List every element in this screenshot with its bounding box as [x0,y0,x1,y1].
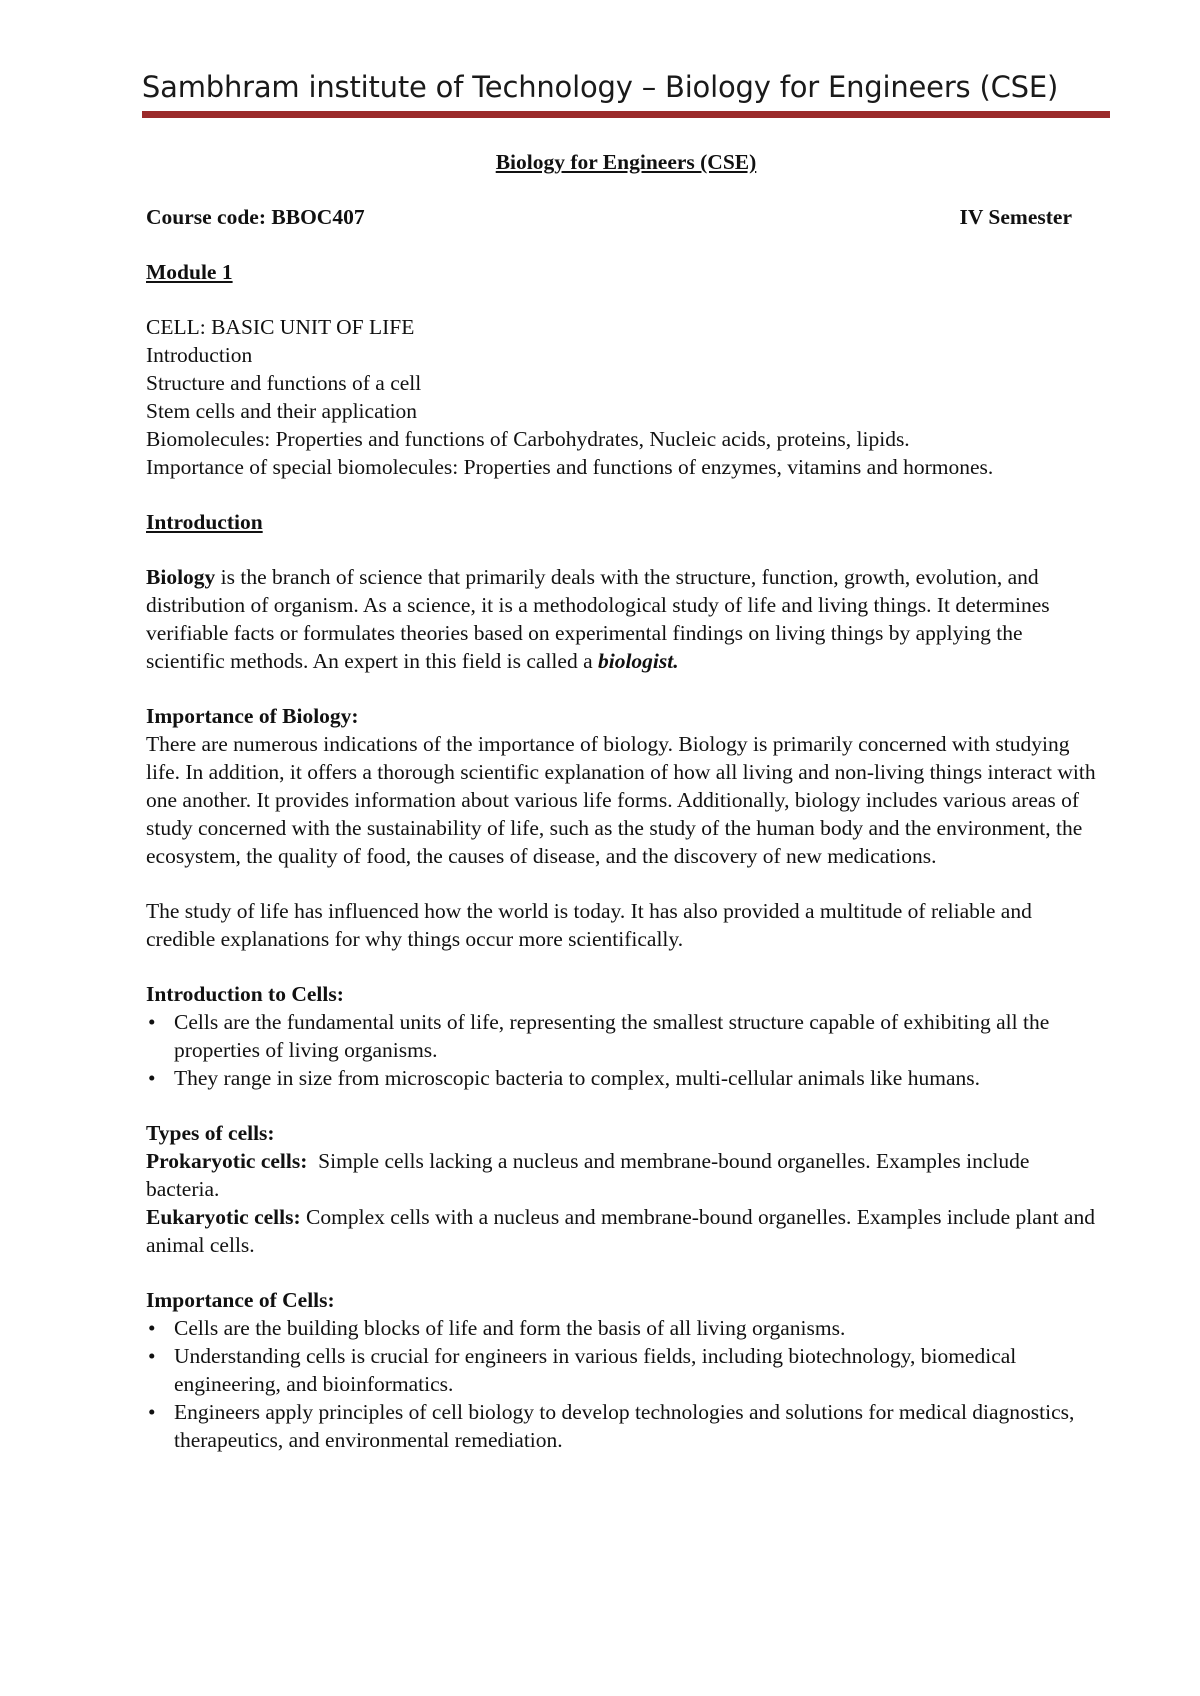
document-body [146,148,1106,1454]
importance-biology-section [146,702,1106,870]
course-info-row [146,203,1106,231]
introduction-text: is the branch of science that primarily deals with the structure, function, growth, evolution, and distribution of organism. As a science, it is a methodological study of life and living things. It determines verifiable facts or formulates theories based on experimental findings on living things by applying the scientific methods. An expert in this field is called a [146,565,1050,673]
eukaryotic-definition [146,1203,1106,1259]
running-header: Sambhram institute of Technology – Biology for Engineers (CSE) [141,70,1059,104]
importance-cells-heading: Importance of Cells: [146,1288,335,1312]
importance-cells-section [146,1286,1106,1454]
intro-cells-heading: Introduction to Cells: [146,982,344,1006]
importance-biology-heading: Importance of Biology: [146,704,359,728]
prokaryotic-label: Prokaryotic cells: [146,1149,308,1173]
topic-item: Introduction [146,343,253,367]
prokaryotic-text: Simple cells lacking a nucleus and membrane-bound organelles. Examples include bacteria. [146,1149,1035,1201]
list-item: • Understanding cells is crucial for engineers in various fields, including biotechnology, biomedical engineering, and bioinformatics. [146,1342,1106,1398]
topic-heading: CELL: BASIC UNIT OF LIFE [146,315,415,339]
topic-list [146,313,1106,481]
biologist-term: biologist. [597,649,679,673]
prokaryotic-definition [146,1147,1106,1203]
header-rule [142,111,1110,118]
eukaryotic-label: Eukaryotic cells: [146,1205,301,1229]
biology-term: Biology [146,565,216,589]
topic-item: Biomolecules: Properties and functions of Carbohydrates, Nucleic acids, proteins, lipids. [146,427,910,451]
types-cells-heading: Types of cells: [146,1121,275,1145]
list-item: • They range in size from microscopic bacteria to complex, multi-cellular animals like humans. [146,1064,1106,1092]
eukaryotic-text: Complex cells with a nucleus and membrane-bound organelles. Examples include plant and animal cells. [146,1205,1095,1257]
topic-item: Structure and functions of a cell [146,371,422,395]
topic-item: Stem cells and their application [146,399,418,423]
document-title: Biology for Engineers (CSE) [495,150,757,174]
study-of-life-section [146,897,1106,953]
semester: IV Semester [959,205,1072,229]
importance-cells-list [146,1314,1106,1454]
module-heading: Module 1 [146,260,233,284]
types-cells-section [146,1119,1106,1259]
study-of-life-paragraph: The study of life has influenced how the world is today. It has also provided a multitude of reliable and credible explanations for why things occur more scientifically. [146,899,1032,951]
intro-cells-section [146,980,1106,1092]
list-item: • Cells are the fundamental units of life, representing the smallest structure capable of exhibiting all the properties of living organisms. [146,1008,1106,1064]
list-item: • Cells are the building blocks of life and form the basis of all living organisms. [146,1314,1106,1342]
list-item: • Engineers apply principles of cell biology to develop technologies and solutions for medical diagnostics, therapeutics, and environmental remediation. [146,1398,1106,1454]
importance-biology-paragraph: There are numerous indications of the importance of biology. Biology is primarily concerned with studying life. In addition, it offers a thorough scientific explanation of how all living and non-living things interact with one another. It provides information about various life forms. Additionally, biology includes various areas of study concerned with the sustainability of life, such as the study of the human body and the environment, the ecosystem, the quality of food, the causes of disease, and the discovery of new medications. [146,732,1096,868]
topic-item: Importance of special biomolecules: Properties and functions of enzymes, vitamins and hormones. [146,455,994,479]
course-code: Course code: BBOC407 [146,205,365,229]
introduction-heading: Introduction [146,510,263,534]
introduction-paragraph [146,563,1106,675]
intro-cells-list [146,1008,1106,1092]
